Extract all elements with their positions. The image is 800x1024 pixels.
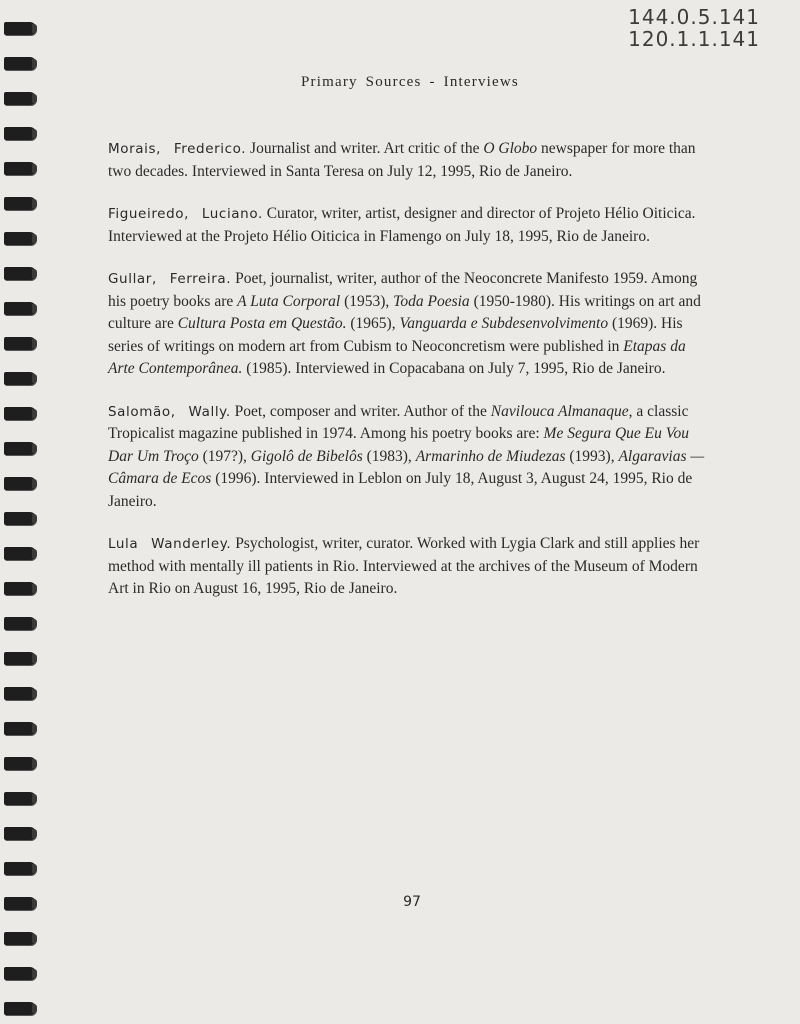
catalog-line-2: 120.1.1.141 [628, 27, 760, 51]
entry-title: Navilouca Almanaque [490, 402, 629, 420]
entry-text: Poet, composer and writer. Author of the [230, 402, 491, 420]
entry-text: newspaper for more than two decades. Interviewed in Santa Teresa on July 12, 1995, Rio de Janeiro. [108, 140, 696, 180]
page-title: Primary Sources - Interviews [301, 74, 519, 90]
binding-ring [4, 687, 36, 700]
binding-ring [4, 582, 36, 595]
entry-text: Psychologist, writer, curator. Worked with Lygia Clark and still applies her method with mentally ill patients in Rio. Interviewed at the archives of the Museum of Modern Art in Rio on August 16, 1995, Rio de Janeiro. [108, 535, 700, 597]
binding-ring [4, 547, 36, 560]
binding-ring [4, 442, 36, 455]
binding-ring [4, 722, 36, 735]
binding-ring [4, 337, 36, 350]
binding-ring [4, 792, 36, 805]
spiral-binding [0, 0, 40, 1024]
entry-text: Curator, writer, artist, designer and director of Projeto Hélio Oiticica. Interviewed at the Projeto Hélio Oiticica in Flamengo on July 18, 1995, Rio de Janeiro. [108, 205, 696, 245]
binding-ring [4, 862, 36, 875]
interview-entry [108, 138, 708, 183]
interviewee-name: Lula Wanderley. [108, 536, 232, 552]
entry-text: (1969). His series of writings on modern art from Cubism to Neoconcretism were published in [108, 315, 683, 355]
entry-text: (1983), [362, 447, 416, 465]
interviewee-name: Figueiredo, Luciano. [108, 206, 263, 222]
catalog-line-1: 144.0.5.141 [628, 5, 760, 29]
interview-entry [108, 203, 708, 248]
entry-title: Algaravias — Câmara de Ecos [108, 447, 705, 487]
binding-ring [4, 617, 36, 630]
handwritten-catalog-number [628, 6, 760, 50]
binding-ring [4, 827, 36, 840]
binding-ring [4, 477, 36, 490]
binding-ring [4, 127, 36, 140]
interview-list [108, 138, 708, 621]
binding-ring [4, 22, 36, 35]
entry-title: A Luta Corporal [237, 292, 341, 310]
entry-title: Etapas da Arte Contemporânea. [108, 337, 686, 377]
entry-title: Armarinho de Miudezas [415, 447, 566, 465]
binding-ring [4, 197, 36, 210]
binding-ring [4, 162, 36, 175]
entry-text: (1993), [565, 447, 619, 465]
entry-text: (1950-1980). His writings on art and culture are [108, 292, 701, 332]
entry-text: Journalist and writer. Art critic of the [246, 140, 484, 157]
interviewee-name: Morais, Frederico. [108, 141, 247, 157]
entry-title: Me Segura Que Eu Vou Dar Um Troço [108, 425, 690, 465]
binding-ring [4, 967, 36, 980]
binding-ring [4, 512, 36, 525]
page-number: 97 [403, 894, 421, 910]
entry-text: (1996). Interviewed in Leblon on July 18, August 3, August 24, 1995, Rio de Janeiro. [108, 470, 693, 510]
binding-ring [4, 757, 36, 770]
binding-ring [4, 407, 36, 420]
entry-title: Cultura Posta em Questão. [177, 315, 347, 332]
entry-text: (197?), [198, 447, 251, 465]
entry-text: (1953), [340, 292, 394, 310]
interview-entry [108, 268, 708, 381]
entry-title: Vanguarda e Subdesenvolvimento [399, 315, 609, 332]
binding-ring [4, 652, 36, 665]
binding-ring [4, 232, 36, 245]
interviewee-name: Gullar, Ferreira. [108, 271, 232, 287]
interview-entry [108, 401, 708, 514]
binding-ring [4, 92, 36, 105]
entry-text: Poet, journalist, writer, author of the Neoconcrete Manifesto 1959. Among his poetry books are [108, 270, 698, 310]
binding-ring [4, 932, 36, 945]
entry-title: Toda Poesia [393, 292, 470, 310]
binding-ring [4, 267, 36, 280]
entry-title: O Globo [483, 140, 538, 157]
interview-entry [108, 533, 708, 601]
entry-text: (1985). Interviewed in Copacabana on July 7, 1995, Rio de Janeiro. [242, 360, 666, 377]
binding-ring [4, 897, 36, 910]
binding-ring [4, 1002, 36, 1015]
binding-ring [4, 57, 36, 70]
binding-ring [4, 372, 36, 385]
entry-text: , a classic Tropicalist magazine published in 1974. Among his poetry books are: [108, 402, 689, 442]
entry-title: Gigolô de Bibelôs [250, 447, 363, 465]
binding-ring [4, 302, 36, 315]
entry-text: (1965), [346, 315, 400, 332]
interviewee-name: Salomão, Wally. [108, 403, 231, 420]
